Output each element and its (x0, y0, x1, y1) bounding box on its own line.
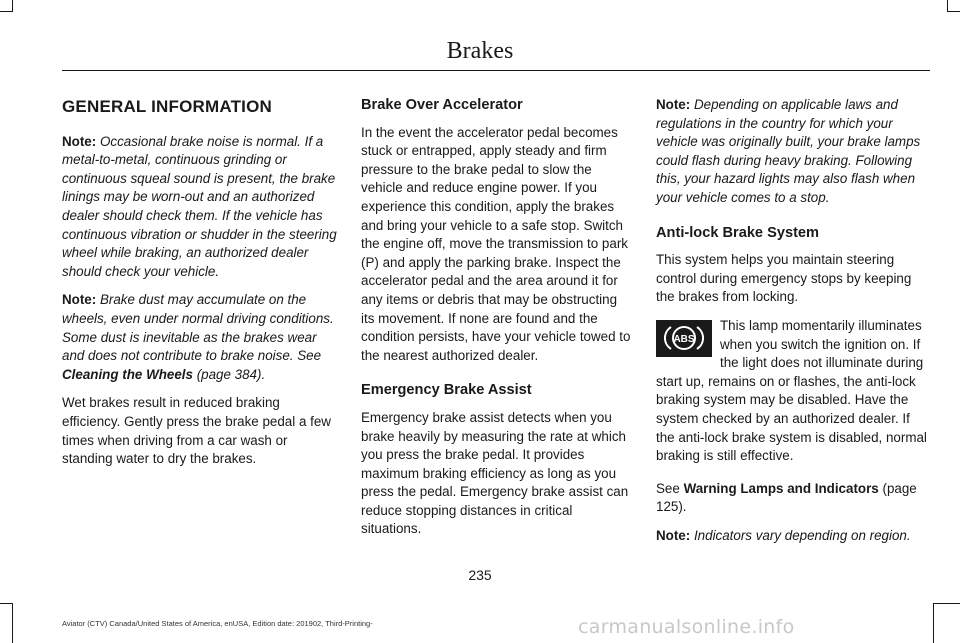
see-prefix: See (656, 480, 680, 496)
note-text: Brake dust may accumulate on the wheels, even under normal driving conditions. Some dust is inevitable as the brakes wear and does not contribute to brake noise. See (62, 292, 334, 364)
crop-mark (0, 603, 13, 604)
edition-footer: Aviator (CTV) Canada/United States of America, enUSA, Edition date: 201902, Third-Printing- (62, 619, 373, 628)
column-1 (62, 96, 338, 479)
cross-reference-link[interactable]: Warning Lamps and Indicators (683, 480, 879, 496)
note-indicators-region (656, 527, 928, 546)
section-heading-emergency-brake-assist: Emergency Brake Assist (361, 382, 532, 399)
watermark: carmanualsonline.info (578, 616, 795, 638)
paragraph-abs-intro: This system helps you maintain steering control during emergency stops by keeping the brakes from locking. (656, 252, 912, 305)
paragraph-brake-over-accelerator: In the event the accelerator pedal becomes stuck or entrapped, apply steady and firm pressure to the brake pedal to slow the vehicle and reduce engine power. If you experience this condition, apply the brakes and bring your vehicle to a safe stop. Switch the engine off, move the transmission to park (P) and apply the parking brake. Inspect the accelerator pedal and the area around it for any items or debris that may be obstructing its movement. If none are found and the condition persists, have your vehicle towed to the nearest authorized dealer. (361, 124, 631, 363)
paragraph-abs-lamp (656, 317, 928, 466)
section-heading-general-information: GENERAL INFORMATION (62, 97, 272, 116)
note-label: Note: (656, 97, 691, 112)
crop-mark (947, 0, 948, 12)
crop-mark (12, 0, 13, 12)
header-rule (62, 70, 930, 71)
column-3 (656, 96, 928, 555)
note-label: Note: (656, 527, 691, 543)
crop-mark (933, 603, 960, 604)
page-reference: (page 384). (196, 366, 266, 382)
abs-icon-label: ABS (673, 334, 695, 346)
note-label: Note: (62, 133, 97, 149)
abs-icon (664, 323, 704, 353)
note-label: Note: (62, 292, 97, 308)
page-header-title: Brakes (446, 38, 514, 64)
abs-warning-lamp-icon (656, 320, 712, 357)
note-text: Depending on applicable laws and regulations in the country for which your vehicle was originally built, your brake lamps could flash during heavy braking. Following this, your hazard lights may also flash when your vehicle comes to a stop. (656, 97, 921, 205)
crop-mark (12, 603, 13, 643)
paragraph-wet-brakes: Wet brakes result in reduced braking efficiency. Gently press the brake pedal a few times when driving from a car wash or standing water to dry the brakes. (62, 395, 331, 467)
page-number: 235 (468, 567, 492, 583)
paragraph-emergency-brake-assist: Emergency brake assist detects when you brake heavily by measuring the rate at which you press the brake pedal. It provides maximum braking efficiency as long as you press the pedal. Emergency brake assist can reduce stopping distances in critical situations. (361, 409, 629, 537)
section-heading-anti-lock-brake-system: Anti-lock Brake System (656, 224, 820, 241)
note-text: Indicators vary depending on region. (693, 527, 911, 543)
note-brake-lamps (656, 96, 928, 208)
note-text: Occasional brake noise is normal. If a metal-to-metal, continuous grinding or continuous squeal sound is present, the brake linings may be worn-out and an authorized dealer should check them. If the vehicle has continuous vibration or shudder in the steering wheel while braking, an authorized dealer should check your vehicle. (62, 133, 337, 279)
see-warning-lamps (656, 480, 928, 517)
paragraph-text: This lamp momentarily illuminates when you switch the ignition on. If the light does not illuminate during start up, remains on or flashes, the anti-lock braking system may be disabled. Have the system checked by an authorized dealer. If the anti-lock brake system is disabled, normal braking is still effective. (656, 317, 927, 464)
page-reference: (page 125). (656, 480, 917, 515)
crop-mark (947, 11, 960, 12)
note-brake-dust (62, 291, 338, 384)
note-brake-noise (62, 133, 338, 282)
section-heading-brake-over-accelerator: Brake Over Accelerator (361, 97, 523, 113)
column-2 (361, 96, 631, 549)
cross-reference-link[interactable]: Cleaning the Wheels (62, 366, 193, 382)
crop-mark (933, 603, 934, 643)
